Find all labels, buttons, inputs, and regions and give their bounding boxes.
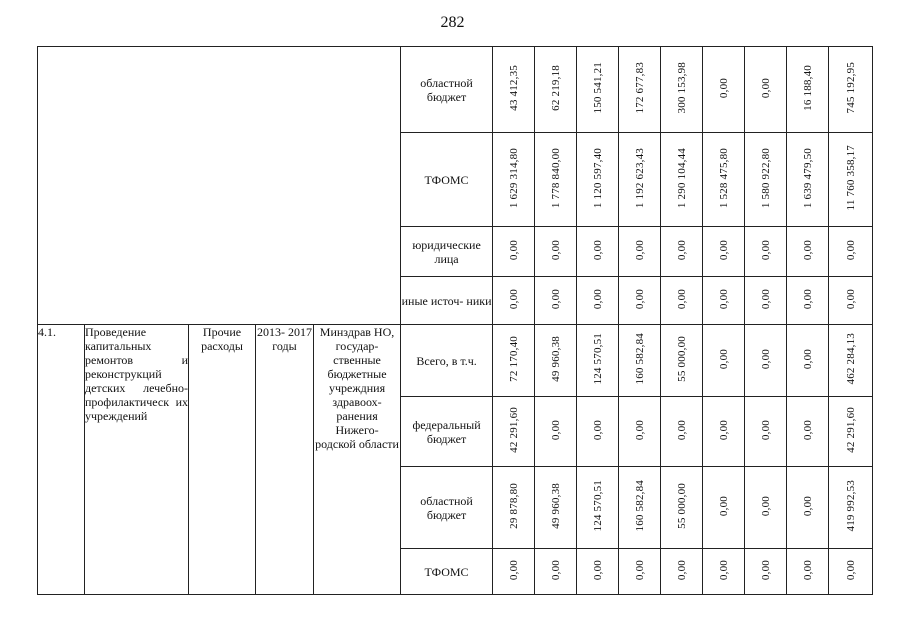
value-text: 160 582,84	[633, 480, 646, 532]
value-text: 0,00	[675, 239, 688, 261]
value-text: 462 284,13	[844, 333, 857, 385]
year-value-cell	[493, 397, 535, 467]
year-value-cell	[577, 325, 619, 397]
year-value-cell	[493, 325, 535, 397]
year-value-cell	[493, 133, 535, 227]
value-text: 745 192,95	[844, 62, 857, 114]
value-text: 0,00	[717, 77, 730, 99]
value-text: 0,00	[507, 239, 520, 261]
year-value-cell	[577, 277, 619, 325]
value-text: 0,00	[675, 559, 688, 581]
value-text: 42 291,60	[844, 407, 857, 453]
year-value-cell	[745, 325, 787, 397]
year-value-cell	[535, 325, 577, 397]
value-text: 0,00	[801, 239, 814, 261]
value-text: 0,00	[801, 419, 814, 441]
year-value-cell	[535, 277, 577, 325]
value-text: 0,00	[844, 288, 857, 310]
year-value-cell	[619, 397, 661, 467]
funding-source: юридические лица	[401, 227, 493, 277]
total-value-cell	[829, 397, 873, 467]
funding-source: ТФОМС	[401, 133, 493, 227]
year-value-cell	[619, 467, 661, 549]
year-value-cell	[745, 397, 787, 467]
value-text: 42 291,60	[507, 407, 520, 453]
total-value-cell	[829, 549, 873, 595]
funding-source: иные источ- ники	[401, 277, 493, 325]
value-text: 0,00	[844, 239, 857, 261]
value-text: 0,00	[507, 559, 520, 581]
total-value-cell	[829, 467, 873, 549]
value-text: 0,00	[633, 419, 646, 441]
value-text: 0,00	[717, 495, 730, 517]
item-number: 4.1.	[38, 325, 85, 595]
value-text: 62 219,18	[549, 65, 562, 111]
year-value-cell	[703, 227, 745, 277]
value-text: 0,00	[717, 559, 730, 581]
total-value-cell	[829, 277, 873, 325]
value-text: 11 760 358,17	[844, 145, 857, 211]
item-executor: Минздрав НО, государ- ственные бюджетные учреждния здравоох- ранения Нижего- родской области	[314, 325, 401, 595]
value-text: 0,00	[591, 559, 604, 581]
item-period: 2013- 2017 годы	[256, 325, 314, 595]
year-value-cell	[535, 467, 577, 549]
year-value-cell	[619, 47, 661, 133]
item-expense-type: Прочие расходы	[189, 325, 256, 595]
year-value-cell	[535, 133, 577, 227]
value-text: 0,00	[801, 559, 814, 581]
value-text: 0,00	[591, 239, 604, 261]
value-text: 0,00	[591, 288, 604, 310]
funding-source: областной бюджет	[401, 47, 493, 133]
year-value-cell	[535, 397, 577, 467]
year-value-cell	[661, 325, 703, 397]
value-text: 55 000,00	[675, 336, 688, 382]
funding-source: ТФОМС	[401, 549, 493, 595]
continued-item-cell	[38, 47, 401, 325]
year-value-cell	[577, 47, 619, 133]
value-text: 55 000,00	[675, 483, 688, 529]
value-text: 16 188,40	[801, 65, 814, 111]
value-text: 49 960,38	[549, 336, 562, 382]
value-text: 419 992,53	[844, 480, 857, 532]
value-text: 0,00	[549, 288, 562, 310]
value-text: 1 192 623,43	[633, 147, 646, 209]
year-value-cell	[745, 133, 787, 227]
year-value-cell	[493, 549, 535, 595]
value-text: 49 960,38	[549, 483, 562, 529]
value-text: 72 170,40	[507, 336, 520, 382]
value-text: 0,00	[759, 239, 772, 261]
year-value-cell	[661, 133, 703, 227]
value-text: 29 878,80	[507, 483, 520, 529]
year-value-cell	[745, 227, 787, 277]
year-value-cell	[493, 467, 535, 549]
value-text: 0,00	[844, 559, 857, 581]
value-text: 0,00	[549, 239, 562, 261]
value-text: 1 120 597,40	[591, 147, 604, 209]
year-value-cell	[661, 277, 703, 325]
funding-source: областной бюджет	[401, 467, 493, 549]
year-value-cell	[535, 549, 577, 595]
table-row	[38, 325, 873, 397]
year-value-cell	[787, 133, 829, 227]
value-text: 124 570,51	[591, 480, 604, 532]
year-value-cell	[787, 47, 829, 133]
year-value-cell	[619, 277, 661, 325]
page-number: 282	[440, 14, 465, 31]
year-value-cell	[745, 549, 787, 595]
value-text: 160 582,84	[633, 333, 646, 385]
year-value-cell	[787, 549, 829, 595]
year-value-cell	[577, 227, 619, 277]
value-text: 0,00	[633, 239, 646, 261]
value-text: 1 639 479,50	[801, 147, 814, 209]
year-value-cell	[661, 397, 703, 467]
value-text: 0,00	[633, 288, 646, 310]
year-value-cell	[787, 277, 829, 325]
value-text: 0,00	[759, 495, 772, 517]
year-value-cell	[703, 133, 745, 227]
year-value-cell	[661, 227, 703, 277]
year-value-cell	[535, 47, 577, 133]
value-text: 0,00	[759, 77, 772, 99]
year-value-cell	[787, 227, 829, 277]
value-text: 0,00	[759, 559, 772, 581]
year-value-cell	[535, 227, 577, 277]
value-text: 0,00	[759, 348, 772, 370]
value-text: 0,00	[801, 495, 814, 517]
year-value-cell	[493, 277, 535, 325]
year-value-cell	[745, 277, 787, 325]
year-value-cell	[703, 277, 745, 325]
value-text: 1 290 104,44	[675, 147, 688, 209]
value-text: 0,00	[801, 348, 814, 370]
value-text: 1 528 475,80	[717, 147, 730, 209]
value-text: 0,00	[675, 288, 688, 310]
value-text: 0,00	[801, 288, 814, 310]
year-value-cell	[703, 325, 745, 397]
value-text: 1 778 840,00	[549, 147, 562, 209]
value-text: 0,00	[759, 419, 772, 441]
value-text: 0,00	[549, 559, 562, 581]
value-text: 150 541,21	[591, 62, 604, 114]
funding-source: федеральный бюджет	[401, 397, 493, 467]
year-value-cell	[745, 467, 787, 549]
year-value-cell	[619, 133, 661, 227]
year-value-cell	[577, 467, 619, 549]
year-value-cell	[745, 47, 787, 133]
year-value-cell	[577, 397, 619, 467]
value-text: 0,00	[759, 288, 772, 310]
value-text: 43 412,35	[507, 65, 520, 111]
year-value-cell	[493, 227, 535, 277]
year-value-cell	[661, 549, 703, 595]
value-text: 0,00	[717, 239, 730, 261]
value-text: 0,00	[633, 559, 646, 581]
item-name: Проведение капитальных ремонтов и реконструкций детских лечебно- профилактическ их учреждений	[85, 325, 189, 595]
value-text: 0,00	[717, 419, 730, 441]
value-text: 0,00	[717, 288, 730, 310]
value-text: 0,00	[507, 288, 520, 310]
value-text: 172 677,83	[633, 62, 646, 114]
year-value-cell	[787, 397, 829, 467]
funding-source: Всего, в т.ч.	[401, 325, 493, 397]
total-value-cell	[829, 227, 873, 277]
year-value-cell	[493, 47, 535, 133]
value-text: 0,00	[717, 348, 730, 370]
year-value-cell	[787, 467, 829, 549]
budget-table	[37, 46, 873, 595]
value-text: 0,00	[675, 419, 688, 441]
value-text: 1 629 314,80	[507, 147, 520, 209]
year-value-cell	[703, 549, 745, 595]
year-value-cell	[577, 549, 619, 595]
value-text: 0,00	[591, 419, 604, 441]
value-text: 300 153,98	[675, 62, 688, 114]
year-value-cell	[703, 397, 745, 467]
year-value-cell	[577, 133, 619, 227]
year-value-cell	[703, 47, 745, 133]
year-value-cell	[619, 549, 661, 595]
total-value-cell	[829, 47, 873, 133]
total-value-cell	[829, 325, 873, 397]
value-text: 124 570,51	[591, 333, 604, 385]
year-value-cell	[619, 325, 661, 397]
year-value-cell	[703, 467, 745, 549]
year-value-cell	[619, 227, 661, 277]
table-row	[38, 47, 873, 133]
total-value-cell	[829, 133, 873, 227]
value-text: 0,00	[549, 419, 562, 441]
year-value-cell	[661, 467, 703, 549]
value-text: 1 580 922,80	[759, 147, 772, 209]
year-value-cell	[661, 47, 703, 133]
year-value-cell	[787, 325, 829, 397]
